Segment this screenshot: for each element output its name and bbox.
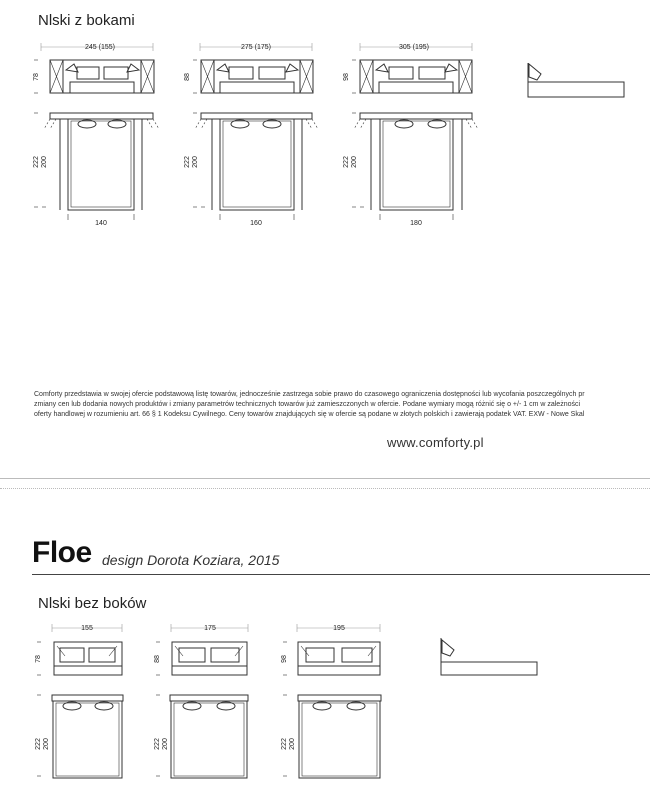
bedA-width-label: 155 bbox=[81, 625, 93, 632]
disclaimer-line-1: Comforty przedstawia w swojej ofercie podstawową listę towarów, jednocześnie zastrzega sobie prawo do czasowego ograniczenia dostępności lub wycofania poszczególnych pr bbox=[34, 391, 585, 398]
bed2-height-label: 88 bbox=[184, 73, 191, 81]
drawings-without-sides bbox=[0, 610, 650, 792]
bed1-length-label-outer: 222 bbox=[33, 156, 40, 168]
bed-with-sides-160 bbox=[193, 43, 318, 220]
bedA-height-label: 78 bbox=[35, 655, 42, 663]
bedB-height-label: 88 bbox=[154, 655, 161, 663]
bed-side-profile-without-sides bbox=[441, 638, 537, 675]
page-divider-bottom bbox=[0, 488, 650, 489]
section-title-with-sides: Nlski z bokami bbox=[38, 12, 135, 29]
bed3-width-label: 305 (195) bbox=[399, 44, 429, 51]
bed2-width-label: 275 (175) bbox=[241, 44, 271, 51]
bed-with-sides-180 bbox=[352, 43, 478, 220]
bedA-length-label-inner: 200 bbox=[43, 738, 50, 750]
bedC-width-label: 195 bbox=[333, 625, 345, 632]
bed3-length-label-inner: 200 bbox=[351, 156, 358, 168]
bed-side-profile-with-sides bbox=[528, 63, 624, 97]
disclaimer-line-3: oferty handlowej w rozumieniu art. 66 § 1 Kodeksu Cywilnego. Ceny towarów znajdujących się w ofercie są podane w złotych polskich i zawierają podatek VAT. EXW - Nowe Skal bbox=[34, 411, 585, 418]
bedB-length-label-inner: 200 bbox=[162, 738, 169, 750]
bed3-height-label: 98 bbox=[343, 73, 350, 81]
bedB-width-label: 175 bbox=[204, 625, 216, 632]
disclaimer bbox=[34, 390, 650, 420]
bedC-length-label-inner: 200 bbox=[289, 738, 296, 750]
bedC-height-label: 98 bbox=[281, 655, 288, 663]
bed2-mattress-label: 160 bbox=[250, 220, 262, 227]
disclaimer-line-2: zmiany cen lub dodania nowych produktów i zmiany parametrów technicznych towarów już zamieszczonych w ofercie. Podane wymiary mogą różnić się o +/- 1 cm w zależności bbox=[34, 401, 581, 408]
bed-without-sides-175 bbox=[156, 624, 248, 778]
bed2-length-label-inner: 200 bbox=[192, 156, 199, 168]
bed-without-sides-155 bbox=[37, 624, 123, 778]
bed2-length-label-outer: 222 bbox=[184, 156, 191, 168]
website-link[interactable]: www.comforty.pl bbox=[387, 435, 484, 450]
bed1-length-label-inner: 200 bbox=[41, 156, 48, 168]
bed1-height-label: 78 bbox=[33, 73, 40, 81]
product-name: Floe bbox=[32, 536, 92, 569]
bed3-mattress-label: 180 bbox=[410, 220, 422, 227]
bed-with-sides-140 bbox=[34, 43, 159, 220]
page-divider-top bbox=[0, 478, 650, 479]
bed1-width-label: 245 (155) bbox=[85, 44, 115, 51]
heading-rule bbox=[32, 574, 650, 575]
bed-without-sides-195 bbox=[283, 624, 381, 778]
section-title-without-sides: Nlski bez boków bbox=[38, 595, 147, 612]
bedC-length-label-outer: 222 bbox=[281, 738, 288, 750]
bed1-mattress-label: 140 bbox=[95, 220, 107, 227]
product-designer: design Dorota Koziara, 2015 bbox=[102, 552, 280, 568]
drawings-with-sides bbox=[0, 0, 650, 240]
bedB-length-label-outer: 222 bbox=[154, 738, 161, 750]
bedA-length-label-outer: 222 bbox=[35, 738, 42, 750]
bed3-length-label-outer: 222 bbox=[343, 156, 350, 168]
